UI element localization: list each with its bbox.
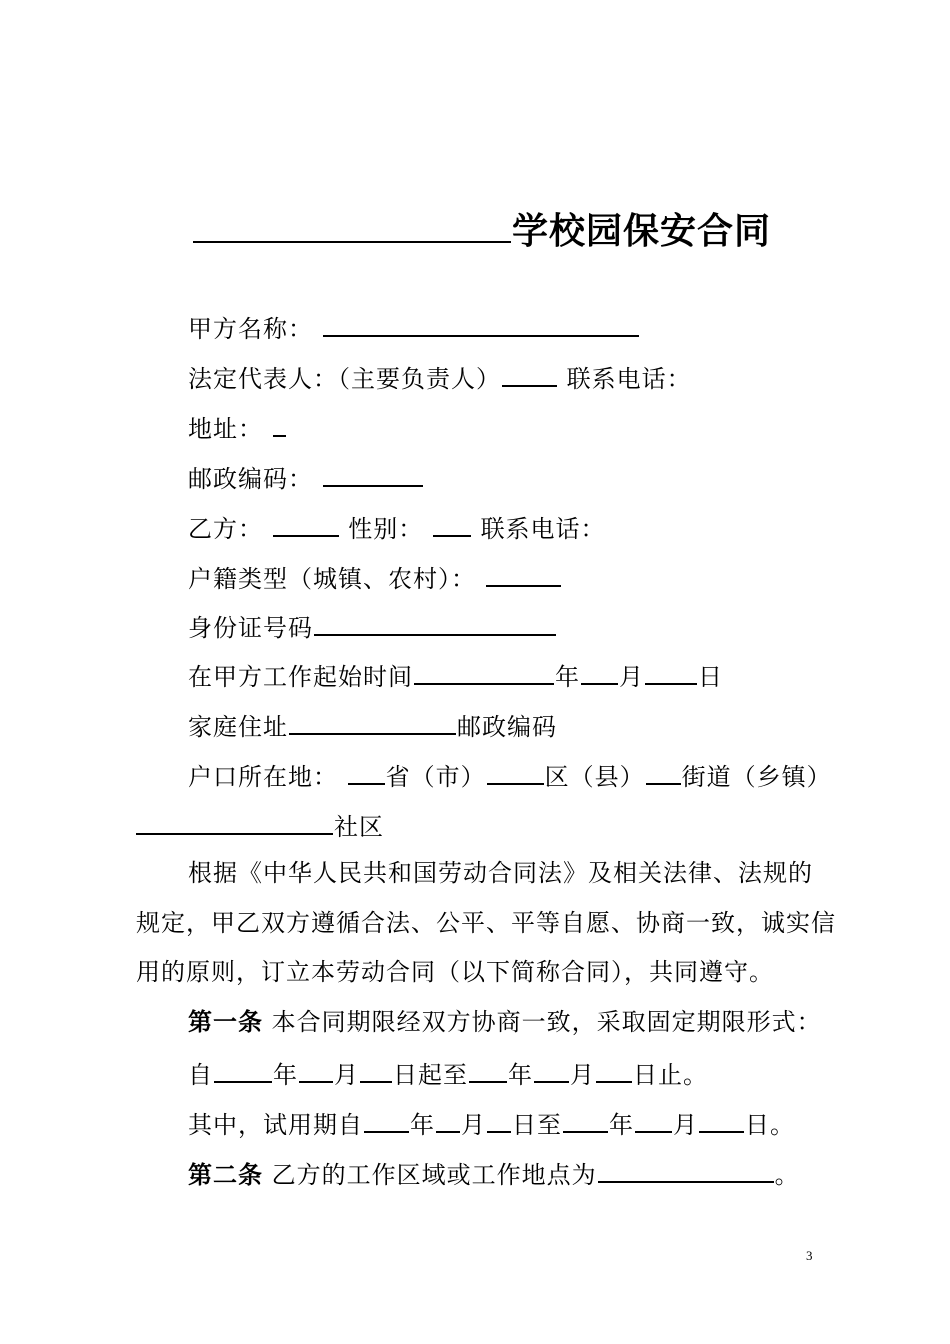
label: 在甲方工作起始时间 xyxy=(188,663,413,691)
end-day-blank[interactable] xyxy=(596,1055,632,1083)
label: 省（市） xyxy=(385,763,486,791)
party-a-name-blank[interactable] xyxy=(323,309,639,337)
label: 月 xyxy=(673,1111,698,1139)
article-heading: 第一条 xyxy=(188,1007,263,1036)
label: 年 xyxy=(508,1061,533,1089)
label: 年 xyxy=(273,1061,298,1089)
document-title xyxy=(192,205,771,254)
label: 家庭住址 xyxy=(188,713,288,741)
article-text: 乙方的工作区域或工作地点为 xyxy=(271,1161,597,1189)
start-date-line xyxy=(188,657,723,691)
probation-end-day-blank[interactable] xyxy=(699,1105,744,1133)
label: 社区 xyxy=(334,813,384,841)
preamble-line-2: 规定，甲乙双方遵循合法、公平、平等自愿、协商一致，诚实信 xyxy=(136,909,836,937)
article-2 xyxy=(188,1155,800,1189)
address-blank[interactable] xyxy=(273,409,286,437)
title-text: 学校园保安合同 xyxy=(512,210,772,252)
party-a-postcode-line xyxy=(188,459,424,493)
start-year-blank[interactable] xyxy=(214,1055,272,1083)
label: 甲方名称： xyxy=(188,315,313,343)
label: 日至 xyxy=(512,1111,562,1139)
label: 月 xyxy=(461,1111,486,1139)
party-a-name-line xyxy=(188,309,640,343)
label: 自 xyxy=(188,1061,213,1089)
probation-end-year-blank[interactable] xyxy=(563,1105,608,1133)
probation-start-day-blank[interactable] xyxy=(487,1105,511,1133)
label: 联系电话： xyxy=(480,515,606,543)
label: 年 xyxy=(555,663,580,691)
preamble-line-3: 用的原则，订立本劳动合同（以下简称合同），共同遵守。 xyxy=(136,958,774,986)
home-blank[interactable] xyxy=(289,707,456,735)
gender-blank[interactable] xyxy=(433,509,471,537)
start-day-blank[interactable] xyxy=(360,1055,392,1083)
id-line xyxy=(188,608,557,642)
label: 月 xyxy=(570,1061,595,1089)
rep-blank[interactable] xyxy=(502,359,557,387)
party-b-name-blank[interactable] xyxy=(273,509,339,537)
label: 户籍类型（城镇、农村）： xyxy=(188,565,476,593)
id-blank[interactable] xyxy=(314,608,556,636)
label: 其中，试用期自 xyxy=(188,1111,363,1139)
label: 日 xyxy=(698,663,723,691)
article-text: 本合同期限经双方协商一致，采取固定期限形式： xyxy=(271,1008,822,1036)
preamble-line-1: 根据《中华人民共和国劳动合同法》及相关法律、法规的 xyxy=(188,859,813,887)
party-a-rep-line xyxy=(188,359,692,393)
month-blank[interactable] xyxy=(581,657,618,685)
label: 月 xyxy=(334,1061,359,1089)
label: 邮政编码 xyxy=(457,713,557,741)
label: 日起至 xyxy=(393,1061,468,1089)
day-blank[interactable] xyxy=(645,657,697,685)
page-number: 3 xyxy=(806,1248,813,1263)
probation-end-month-blank[interactable] xyxy=(635,1105,672,1133)
party-b-line xyxy=(188,509,606,543)
label: 身份证号码 xyxy=(188,614,313,642)
label: 区（县） xyxy=(544,763,645,791)
party-a-address-line xyxy=(188,409,287,443)
probation-line xyxy=(188,1105,795,1139)
label: 性别： xyxy=(348,515,424,543)
label: 乙方： xyxy=(188,515,263,543)
work-location-blank[interactable] xyxy=(598,1155,774,1183)
community-line xyxy=(136,807,384,841)
community-blank[interactable] xyxy=(136,807,333,835)
label: 邮政编码： xyxy=(188,465,313,493)
hukou-location-line xyxy=(188,757,832,791)
province-blank[interactable] xyxy=(348,757,385,785)
label: 户口所在地： xyxy=(188,763,338,791)
street-blank[interactable] xyxy=(646,757,681,785)
contract-term-line xyxy=(188,1055,708,1089)
hukou-type-line xyxy=(188,559,562,593)
end-month-blank[interactable] xyxy=(534,1055,569,1083)
label: 年 xyxy=(410,1111,435,1139)
district-blank[interactable] xyxy=(487,757,544,785)
label: 联系电话： xyxy=(566,365,692,393)
home-line xyxy=(188,707,557,741)
label: 月 xyxy=(619,663,644,691)
label: 地址： xyxy=(188,415,263,443)
hukou-type-blank[interactable] xyxy=(486,559,561,587)
article-heading: 第二条 xyxy=(188,1160,263,1189)
label: 日止。 xyxy=(633,1061,708,1089)
label: 年 xyxy=(609,1111,634,1139)
probation-start-year-blank[interactable] xyxy=(364,1105,409,1133)
probation-start-month-blank[interactable] xyxy=(436,1105,460,1133)
label: 街道（乡镇） xyxy=(681,763,832,791)
year-blank[interactable] xyxy=(414,657,554,685)
postcode-blank[interactable] xyxy=(323,459,423,487)
label: 日。 xyxy=(745,1111,795,1139)
label: 法定代表人：（主要负责人） xyxy=(188,365,501,393)
article-1 xyxy=(188,1005,822,1039)
start-month-blank[interactable] xyxy=(299,1055,333,1083)
label: 。 xyxy=(774,1161,800,1189)
school-name-blank[interactable] xyxy=(193,205,511,243)
end-year-blank[interactable] xyxy=(469,1055,507,1083)
